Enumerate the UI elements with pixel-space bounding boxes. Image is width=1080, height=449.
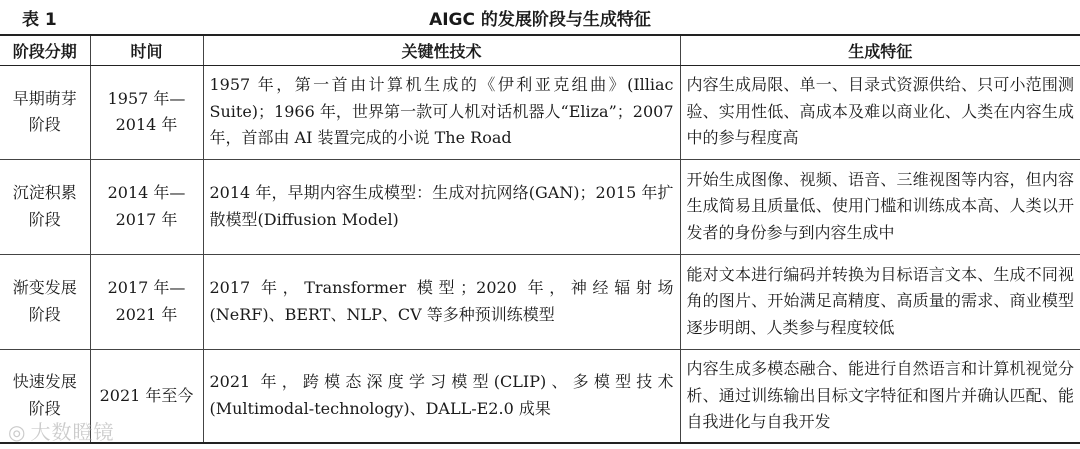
table-caption	[0, 0, 1080, 34]
table-row	[0, 159, 1080, 254]
table-label: 表 1	[22, 10, 57, 30]
time-cell: 2017 年—2021 年	[90, 254, 203, 349]
tech-cell: 2014 年，早期内容生成模型：生成对抗网络(GAN)；2015 年扩散模型(Diffusion Model)	[203, 159, 680, 254]
table-row	[0, 349, 1080, 443]
table-header-row	[0, 35, 1080, 65]
feature-cell: 内容生成多模态融合、能进行自然语言和计算机视觉分析、通过训练输出目标文字特征和图片并确认匹配、能自我进化与自我开发	[680, 349, 1080, 443]
tech-cell: 2021 年，跨模态深度学习模型(CLIP)、多模型技术(Multimodal-technology)、DALL-E2.0 成果	[203, 349, 680, 443]
watermark-text: 大数瞪镜	[30, 420, 115, 444]
table-row	[0, 254, 1080, 349]
feature-cell: 内容生成局限、单一、目录式资源供给、只可小范围测验、实用性低、高成本及难以商业化、人类在内容生成中的参与程度高	[680, 65, 1080, 159]
time-cell: 2014 年—2017 年	[90, 159, 203, 254]
header-key-tech: 关键性技术	[203, 35, 680, 65]
time-cell: 1957 年—2014 年	[90, 65, 203, 159]
eye-icon: ◎	[8, 420, 27, 444]
time-cell: 2021 年至今	[90, 349, 203, 443]
table-title: AIGC 的发展阶段与生成特征	[429, 10, 651, 30]
table-row	[0, 65, 1080, 159]
stage-cell: 沉淀积累阶段	[0, 159, 90, 254]
header-time: 时间	[90, 35, 203, 65]
header-stage: 阶段分期	[0, 35, 90, 65]
stage-cell: 渐变发展阶段	[0, 254, 90, 349]
tech-cell: 1957 年，第一首由计算机生成的《伊利亚克组曲》(Illiac Suite)；1966 年，世界第一款可人机对话机器人“Eliza”；2007 年，首部由 AI 装置完成的小说 The Road	[203, 65, 680, 159]
feature-cell: 能对文本进行编码并转换为目标语言文本、生成不同视角的图片、开始满足高精度、高质量的需求、商业模型逐步明朗、人类参与程度较低	[680, 254, 1080, 349]
header-features: 生成特征	[680, 35, 1080, 65]
stage-cell: 早期萌芽阶段	[0, 65, 90, 159]
stage-cell: 快速发展阶段	[0, 349, 90, 443]
aigc-stages-table	[0, 34, 1080, 444]
tech-cell: 2017 年，Transformer 模型；2020 年，神经辐射场(NeRF)、BERT、NLP、CV 等多种预训练模型	[203, 254, 680, 349]
feature-cell: 开始生成图像、视频、语音、三维视图等内容，但内容生成简易且质量低、使用门槛和训练成本高、人类以开发者的身份参与到内容生成中	[680, 159, 1080, 254]
